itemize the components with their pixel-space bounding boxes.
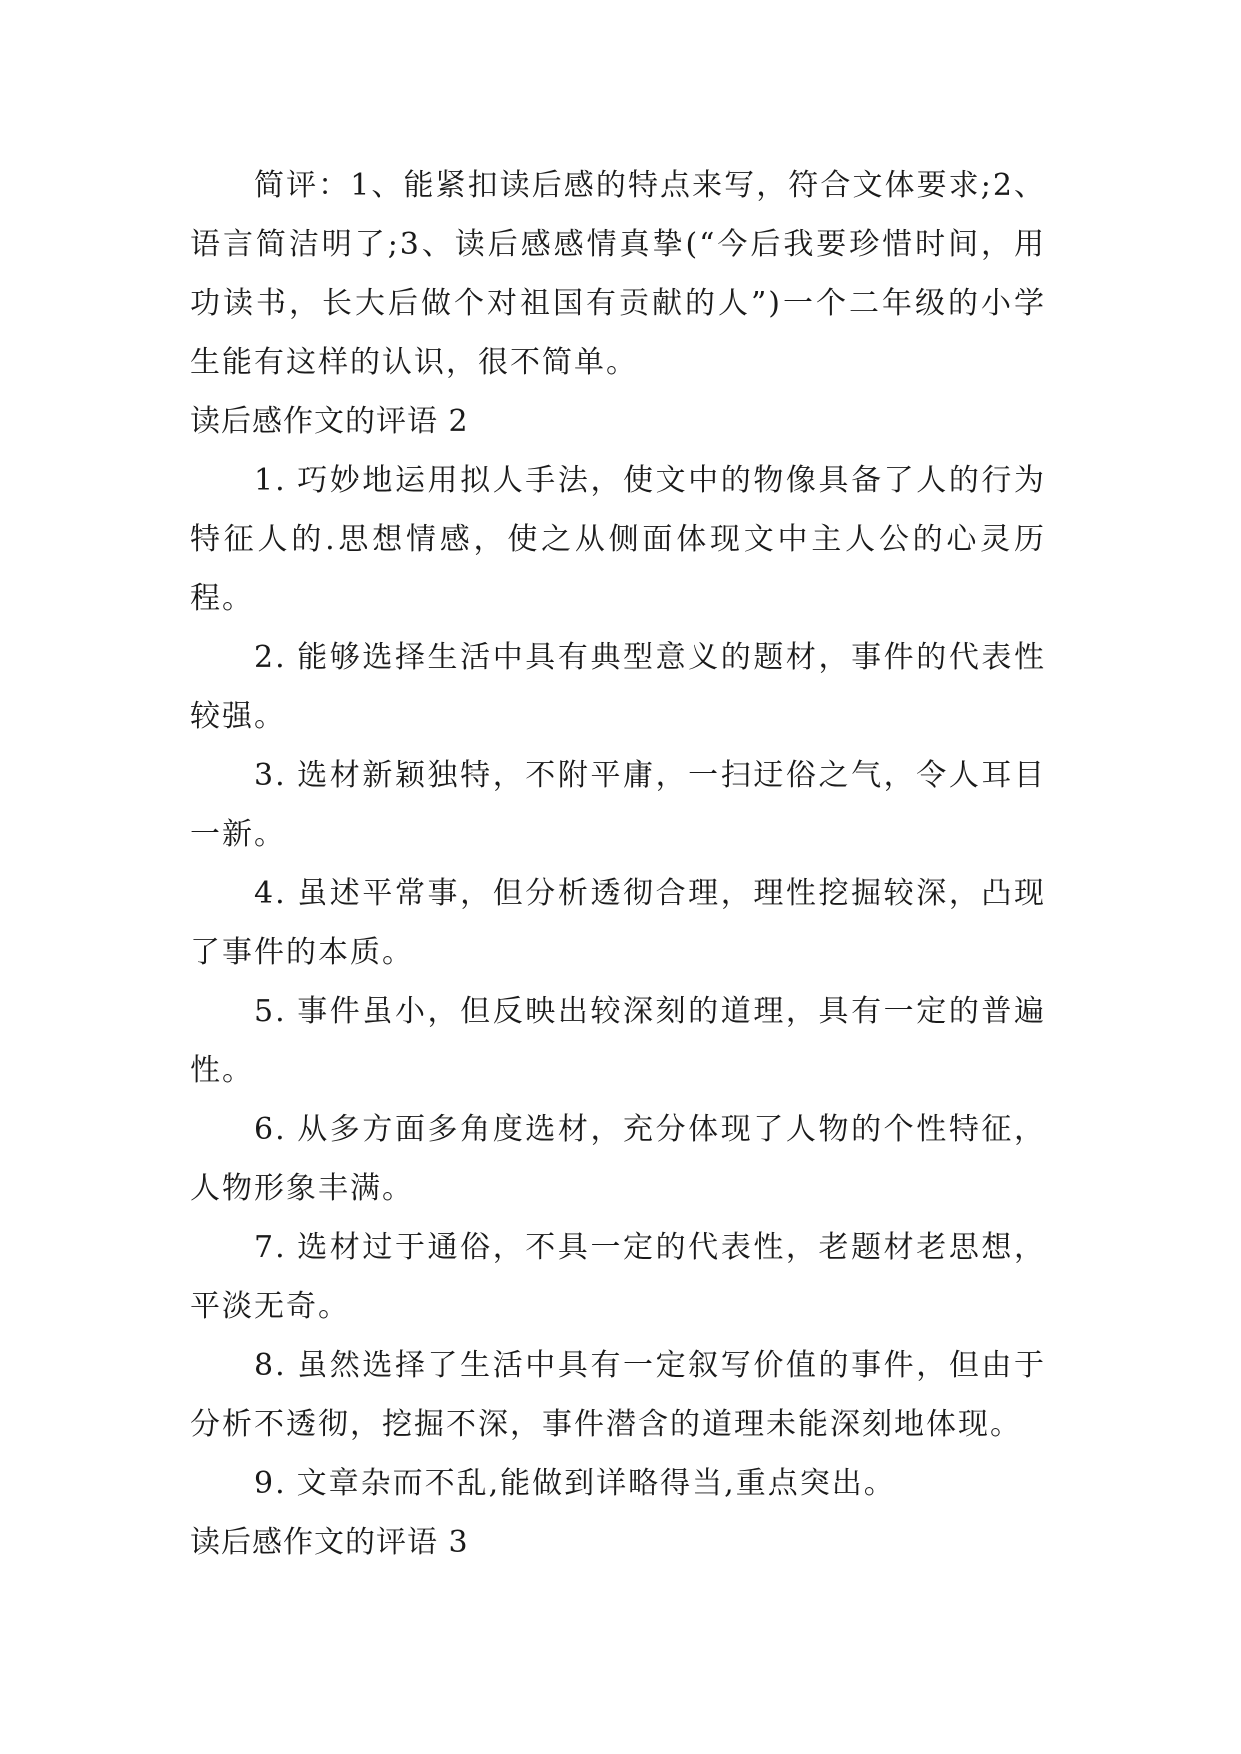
item-text: 文章杂而不乱,能做到详略得当,重点突出。 <box>296 1466 896 1501</box>
item-text: 巧妙地运用拟人手法，使文中的物像具备了人的行为特征人的.思想情感，使之从侧面体现文中主人公的心灵历程。 <box>190 463 1046 616</box>
item-number: 7. <box>254 1230 287 1265</box>
list-item <box>190 864 1046 982</box>
item-number: 6. <box>254 1112 287 1147</box>
document-page <box>190 156 1046 1572</box>
item-number: 3. <box>254 758 287 793</box>
list-item <box>190 628 1046 746</box>
item-number: 1. <box>254 463 287 498</box>
item-text: 选材过于通俗，不具一定的代表性，老题材老思想，平淡无奇。 <box>190 1230 1046 1324</box>
item-text: 虽述平常事，但分析透彻合理，理性挖掘较深，凸现了事件的本质。 <box>190 876 1046 970</box>
item-text: 从多方面多角度选材，充分体现了人物的个性特征，人物形象丰满。 <box>190 1112 1046 1206</box>
item-number: 4. <box>254 876 287 911</box>
list-item <box>190 1100 1046 1218</box>
item-text: 能够选择生活中具有典型意义的题材，事件的代表性较强。 <box>190 640 1046 734</box>
list-item <box>190 1454 1046 1513</box>
list-item <box>190 451 1046 628</box>
section-heading-2: 读后感作文的评语 2 <box>190 404 469 439</box>
intro-comment: 简评：1、能紧扣读后感的特点来写，符合文体要求;2、语言简洁明了;3、读后感感情真挚(“今后我要珍惜时间，用功读书，长大后做个对祖国有贡献的人”)一个二年级的小学生能有这样的认识，很不简单。 <box>190 168 1046 380</box>
list-item <box>190 1336 1046 1454</box>
item-number: 2. <box>254 640 287 675</box>
section-heading-3: 读后感作文的评语 3 <box>190 1525 469 1560</box>
item-number: 8. <box>254 1348 287 1383</box>
list-item <box>190 1218 1046 1336</box>
item-text: 选材新颖独特，不附平庸，一扫迂俗之气，令人耳目一新。 <box>190 758 1046 852</box>
item-text: 虽然选择了生活中具有一定叙写价值的事件，但由于分析不透彻，挖掘不深，事件潜含的道理未能深刻地体现。 <box>190 1348 1046 1442</box>
item-text: 事件虽小，但反映出较深刻的道理，具有一定的普遍性。 <box>190 994 1046 1088</box>
item-number: 5. <box>254 994 287 1029</box>
list-item <box>190 746 1046 864</box>
list-item <box>190 982 1046 1100</box>
item-number: 9. <box>254 1466 287 1501</box>
